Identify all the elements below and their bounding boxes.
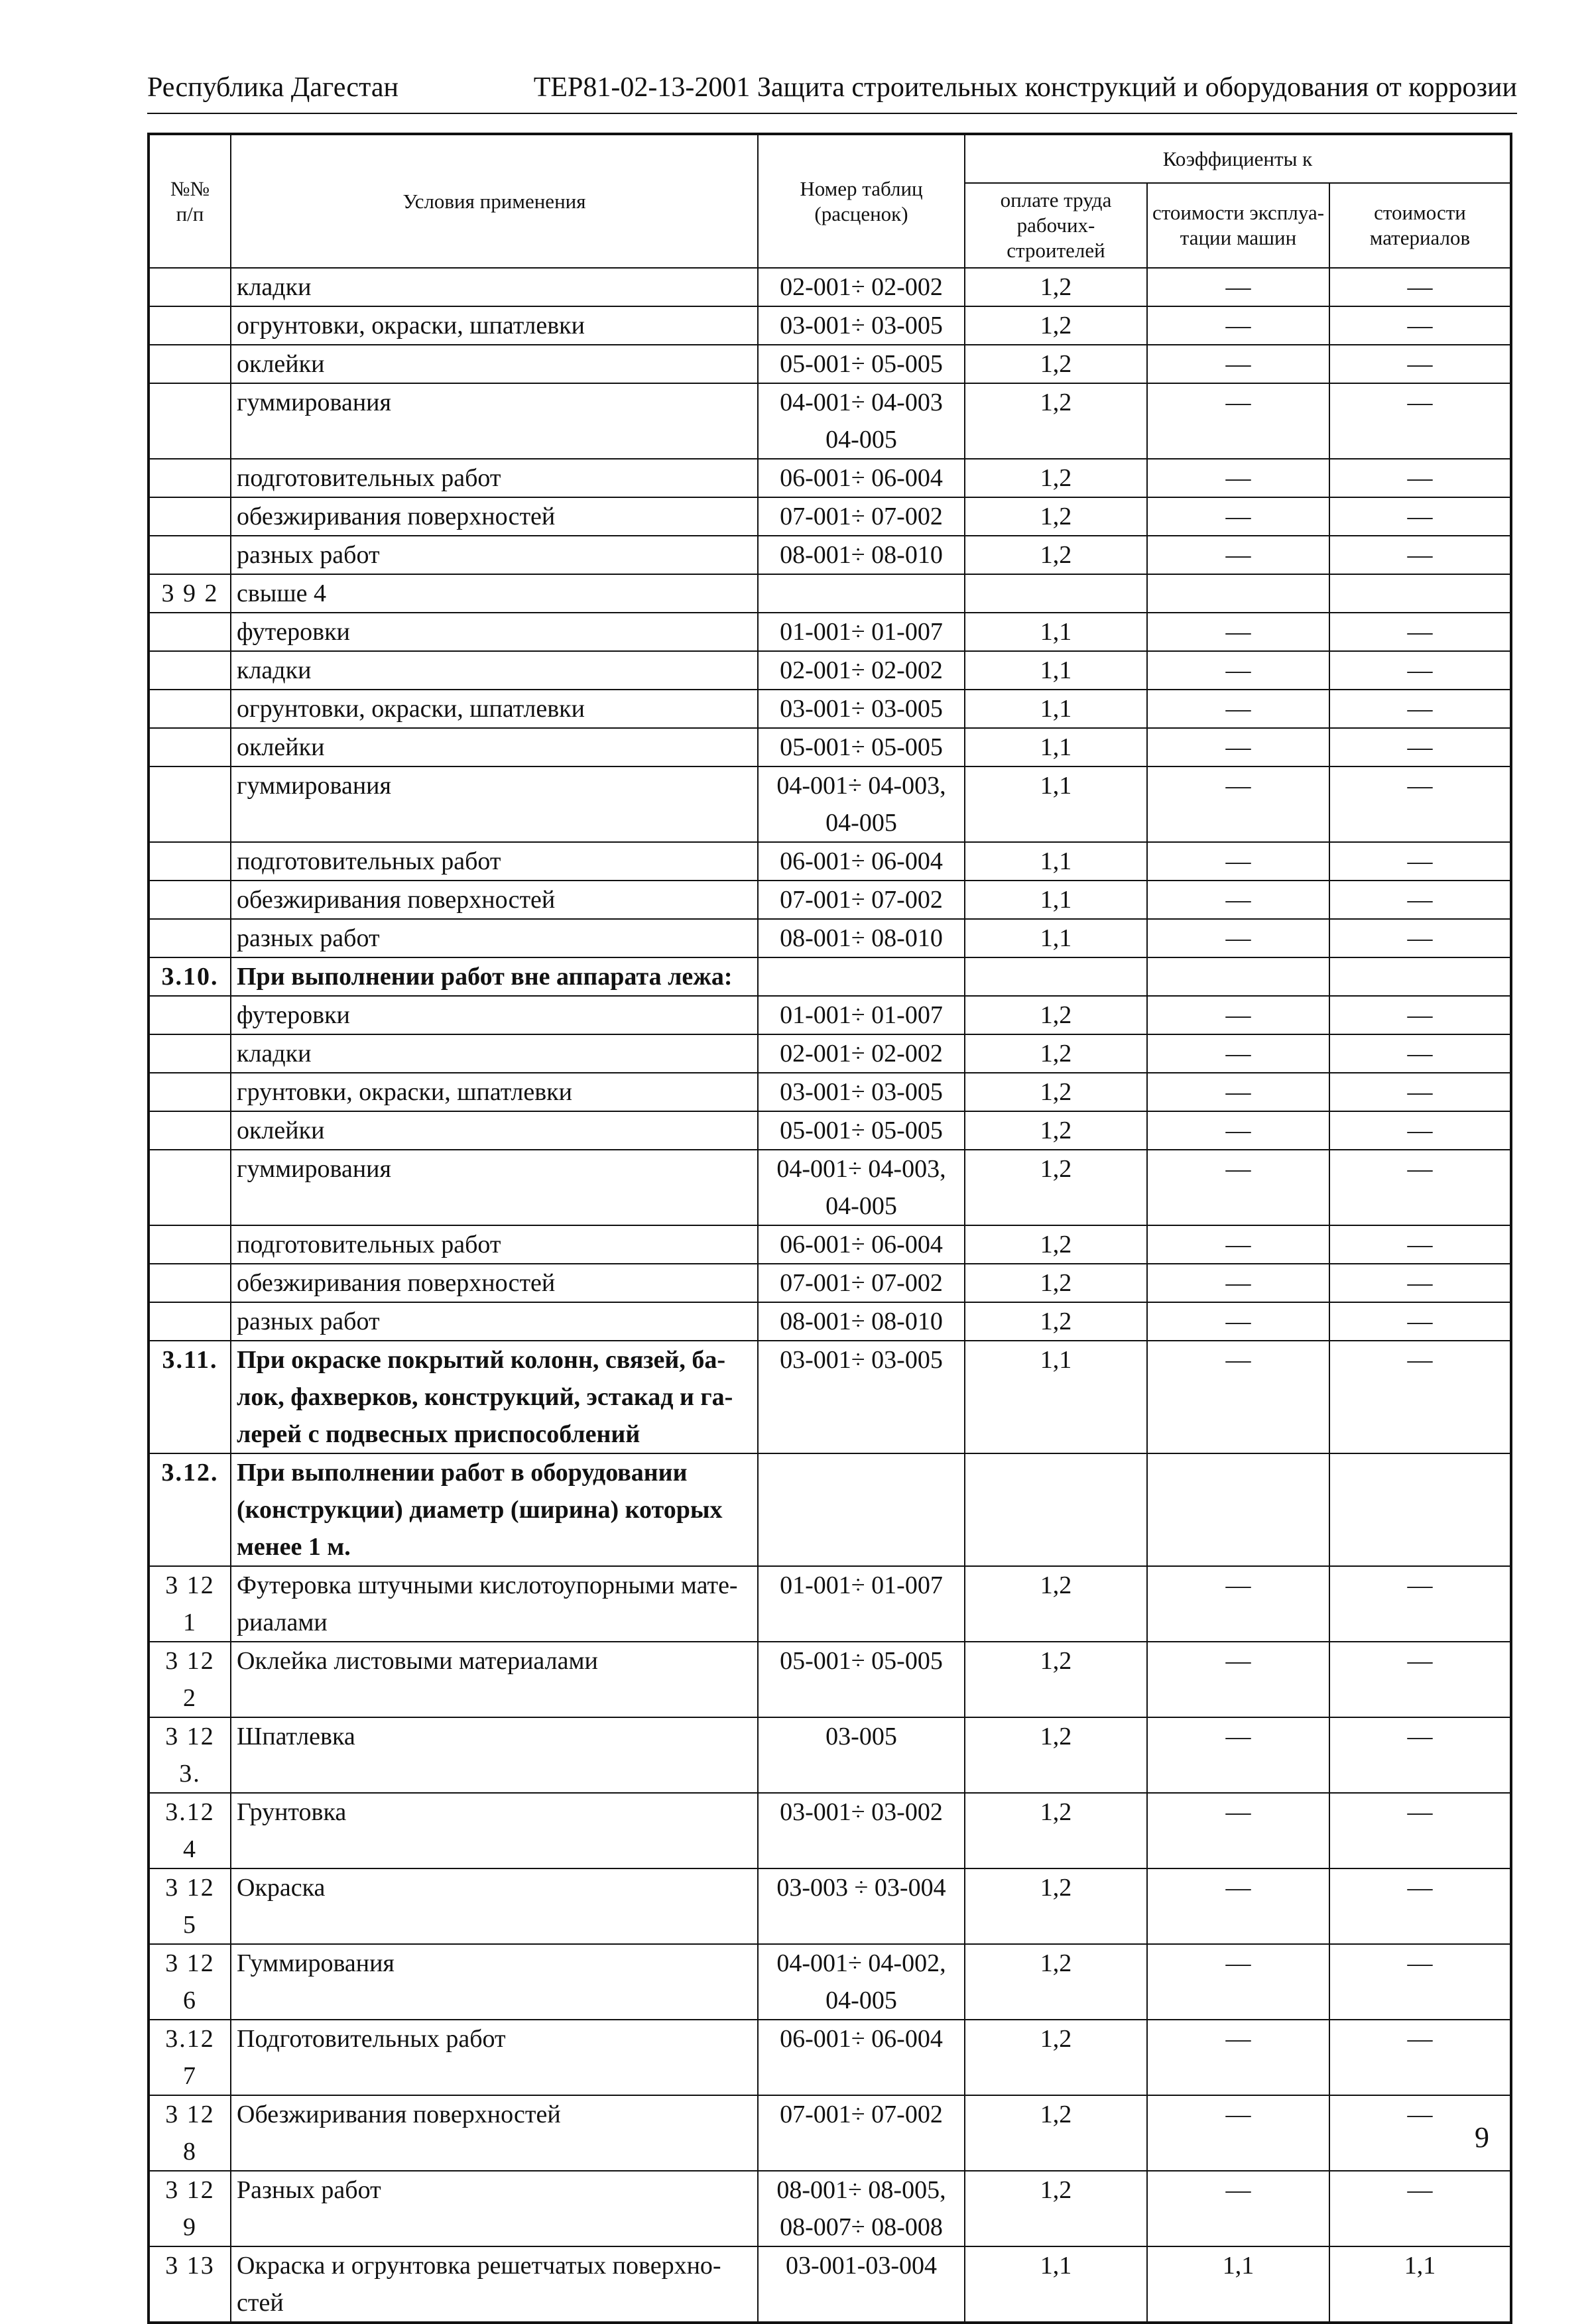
row-table-number: 08-001÷ 08-010 xyxy=(758,919,965,957)
row-coef-machines: — xyxy=(1147,1264,1329,1302)
row-coef-machines: — xyxy=(1147,1793,1329,1868)
row-table-number: 04-001÷ 04-003, 04-005 xyxy=(758,766,965,842)
row-coef-labor: 1,2 xyxy=(965,383,1147,459)
row-table-number: 01-001÷ 01-007 xyxy=(758,1566,965,1642)
row-coef-machines: — xyxy=(1147,1111,1329,1150)
row-table-number: 02-001÷ 02-002 xyxy=(758,1034,965,1073)
row-coef-machines: — xyxy=(1147,345,1329,383)
row-condition: Шпатлевка xyxy=(231,1717,758,1793)
row-condition: гуммирования xyxy=(231,383,758,459)
table-row xyxy=(149,1225,1511,1264)
row-table-number: 02-001÷ 02-002 xyxy=(758,651,965,690)
row-condition: подготовительных работ xyxy=(231,1225,758,1264)
page-number: 9 xyxy=(1475,2121,1489,2154)
row-coef-labor: 1,2 xyxy=(965,536,1147,574)
row-coef-labor: 1,1 xyxy=(965,2246,1147,2323)
row-coef-labor: 1,1 xyxy=(965,728,1147,766)
row-coef-labor: 1,1 xyxy=(965,651,1147,690)
row-condition: кладки xyxy=(231,651,758,690)
row-coef-materials: — xyxy=(1329,1642,1511,1717)
row-coef-machines: — xyxy=(1147,459,1329,497)
row-condition: разных работ xyxy=(231,536,758,574)
row-coef-materials: — xyxy=(1329,2020,1511,2095)
col-header-labor: оплате труда рабочих-строителей xyxy=(965,183,1147,268)
row-number xyxy=(149,383,231,459)
table-row xyxy=(149,1453,1511,1566)
row-table-number: 04-001÷ 04-002, 04-005 xyxy=(758,1944,965,2020)
row-coef-materials: — xyxy=(1329,2095,1511,2171)
row-condition: При окраске покрытий колонн, связей, ба- лок, фахверков, конструкций, эстакад и га- лерей с подвесных приспособлений xyxy=(231,1341,758,1453)
row-condition: оклейки xyxy=(231,1111,758,1150)
row-coef-materials: — xyxy=(1329,345,1511,383)
row-condition: огрунтовки, окраски, шпатлевки xyxy=(231,306,758,345)
table-row xyxy=(149,651,1511,690)
row-number xyxy=(149,842,231,881)
row-number xyxy=(149,497,231,536)
row-coef-machines: — xyxy=(1147,1944,1329,2020)
row-coef-labor: 1,1 xyxy=(965,613,1147,651)
row-coef-materials: — xyxy=(1329,1341,1511,1453)
table-row xyxy=(149,1034,1511,1073)
row-coef-labor: 1,2 xyxy=(965,497,1147,536)
row-coef-machines: — xyxy=(1147,613,1329,651)
table-row xyxy=(149,690,1511,728)
row-table-number: 01-001÷ 01-007 xyxy=(758,996,965,1034)
row-condition: Гуммирования xyxy=(231,1944,758,2020)
header-region: Республика Дагестан xyxy=(147,72,399,103)
table-row xyxy=(149,383,1511,459)
row-table-number: 05-001÷ 05-005 xyxy=(758,345,965,383)
row-coef-labor: 1,2 xyxy=(965,1717,1147,1793)
table-row xyxy=(149,1944,1511,2020)
row-condition: оклейки xyxy=(231,345,758,383)
row-table-number xyxy=(758,574,965,613)
row-coef-labor: 1,2 xyxy=(965,1225,1147,1264)
row-number: 3.12 4 xyxy=(149,1793,231,1868)
row-number: 3 12 1 xyxy=(149,1566,231,1642)
row-coef-materials: — xyxy=(1329,268,1511,306)
row-coef-labor: 1,2 xyxy=(965,1868,1147,1944)
row-condition: Окраска xyxy=(231,1868,758,1944)
row-condition: кладки xyxy=(231,1034,758,1073)
row-number xyxy=(149,996,231,1034)
row-table-number: 03-001÷ 03-005 xyxy=(758,306,965,345)
row-condition: подготовительных работ xyxy=(231,842,758,881)
row-table-number: 03-001÷ 03-005 xyxy=(758,690,965,728)
row-coef-materials xyxy=(1329,957,1511,996)
row-condition: Обезжиривания поверхностей xyxy=(231,2095,758,2171)
row-coef-labor: 1,2 xyxy=(965,2171,1147,2246)
row-number: 3 12 6 xyxy=(149,1944,231,2020)
row-coef-labor: 1,2 xyxy=(965,345,1147,383)
row-number: 3.10. xyxy=(149,957,231,996)
row-coef-labor: 1,2 xyxy=(965,1642,1147,1717)
table-row xyxy=(149,957,1511,996)
row-coef-labor xyxy=(965,1453,1147,1566)
table-row xyxy=(149,574,1511,613)
table-row xyxy=(149,1868,1511,1944)
row-coef-machines: — xyxy=(1147,1225,1329,1264)
row-number: 3.12. xyxy=(149,1453,231,1566)
col-header-coefficients: Коэффициенты к xyxy=(965,134,1511,183)
row-table-number: 04-001÷ 04-003 04-005 xyxy=(758,383,965,459)
row-number xyxy=(149,1073,231,1111)
table-row xyxy=(149,996,1511,1034)
row-number: 3 9 2 xyxy=(149,574,231,613)
table-body xyxy=(149,268,1511,2323)
row-coef-materials: — xyxy=(1329,690,1511,728)
row-table-number: 08-001÷ 08-005, 08-007÷ 08-008 xyxy=(758,2171,965,2246)
row-coef-machines: — xyxy=(1147,2095,1329,2171)
row-coef-materials xyxy=(1329,574,1511,613)
row-number: 3 12 9 xyxy=(149,2171,231,2246)
row-condition: кладки xyxy=(231,268,758,306)
row-coef-labor: 1,1 xyxy=(965,881,1147,919)
row-coef-labor: 1,2 xyxy=(965,996,1147,1034)
row-condition: огрунтовки, окраски, шпатлевки xyxy=(231,690,758,728)
row-coef-labor: 1,2 xyxy=(965,1034,1147,1073)
row-number xyxy=(149,1034,231,1073)
row-number: 3 12 2 xyxy=(149,1642,231,1717)
table-row xyxy=(149,613,1511,651)
row-coef-labor: 1,1 xyxy=(965,919,1147,957)
row-coef-labor: 1,2 xyxy=(965,1944,1147,2020)
row-table-number: 07-001÷ 07-002 xyxy=(758,2095,965,2171)
row-table-number: 06-001÷ 06-004 xyxy=(758,1225,965,1264)
row-coef-labor: 1,1 xyxy=(965,842,1147,881)
row-coef-machines: — xyxy=(1147,690,1329,728)
row-coef-machines: — xyxy=(1147,1717,1329,1793)
row-number: 3.12 7 xyxy=(149,2020,231,2095)
row-coef-materials: — xyxy=(1329,383,1511,459)
row-condition: При выполнении работ вне аппарата лежа: xyxy=(231,957,758,996)
coefficients-table xyxy=(147,133,1512,2324)
row-coef-labor: 1,2 xyxy=(965,1073,1147,1111)
row-number xyxy=(149,536,231,574)
row-number: 3 12 5 xyxy=(149,1868,231,1944)
row-number xyxy=(149,919,231,957)
row-coef-machines: — xyxy=(1147,1073,1329,1111)
row-table-number: 03-001÷ 03-005 xyxy=(758,1073,965,1111)
row-coef-materials: — xyxy=(1329,1225,1511,1264)
row-coef-machines: — xyxy=(1147,881,1329,919)
row-condition: гуммирования xyxy=(231,1150,758,1225)
row-coef-labor: 1,1 xyxy=(965,766,1147,842)
row-coef-labor: 1,2 xyxy=(965,268,1147,306)
row-table-number: 03-001÷ 03-005 xyxy=(758,1341,965,1453)
row-coef-machines: — xyxy=(1147,728,1329,766)
row-condition: обезжиривания поверхностей xyxy=(231,497,758,536)
row-condition: Подготовительных работ xyxy=(231,2020,758,2095)
row-table-number: 06-001÷ 06-004 xyxy=(758,842,965,881)
row-coef-machines: — xyxy=(1147,1034,1329,1073)
row-table-number: 08-001÷ 08-010 xyxy=(758,536,965,574)
row-coef-machines: — xyxy=(1147,766,1329,842)
row-table-number: 03-003 ÷ 03-004 xyxy=(758,1868,965,1944)
row-table-number: 06-001÷ 06-004 xyxy=(758,459,965,497)
table-row xyxy=(149,1341,1511,1453)
row-number xyxy=(149,613,231,651)
row-table-number: 06-001÷ 06-004 xyxy=(758,2020,965,2095)
row-table-number xyxy=(758,957,965,996)
row-coef-materials: — xyxy=(1329,1944,1511,2020)
row-coef-labor: 1,2 xyxy=(965,1111,1147,1150)
row-number: 3.11. xyxy=(149,1341,231,1453)
row-coef-machines: — xyxy=(1147,919,1329,957)
row-coef-machines: 1,1 xyxy=(1147,2246,1329,2323)
table-row xyxy=(149,1073,1511,1111)
row-coef-materials: — xyxy=(1329,1150,1511,1225)
row-number xyxy=(149,881,231,919)
col-header-machines: стоимости эксплуа- тации машин xyxy=(1147,183,1329,268)
row-coef-materials: — xyxy=(1329,996,1511,1034)
row-condition: оклейки xyxy=(231,728,758,766)
row-number: 3 13 xyxy=(149,2246,231,2323)
row-coef-labor: 1,1 xyxy=(965,1341,1147,1453)
row-coef-materials: — xyxy=(1329,459,1511,497)
row-number xyxy=(149,345,231,383)
page-header xyxy=(147,72,1517,114)
row-coef-machines: — xyxy=(1147,842,1329,881)
row-coef-labor: 1,2 xyxy=(965,459,1147,497)
row-table-number xyxy=(758,1453,965,1566)
row-condition: гуммирования xyxy=(231,766,758,842)
row-coef-materials: — xyxy=(1329,1566,1511,1642)
row-coef-machines: — xyxy=(1147,536,1329,574)
row-number xyxy=(149,459,231,497)
row-coef-materials: — xyxy=(1329,306,1511,345)
table-head xyxy=(149,134,1511,268)
row-table-number: 03-001÷ 03-002 xyxy=(758,1793,965,1868)
row-coef-labor: 1,1 xyxy=(965,690,1147,728)
row-coef-machines: — xyxy=(1147,268,1329,306)
row-number xyxy=(149,1150,231,1225)
row-coef-machines: — xyxy=(1147,2020,1329,2095)
col-header-table-number: Номер таблиц (расценок) xyxy=(758,134,965,268)
row-table-number: 04-001÷ 04-003, 04-005 xyxy=(758,1150,965,1225)
row-table-number: 03-001-03-004 xyxy=(758,2246,965,2323)
row-coef-materials: — xyxy=(1329,1868,1511,1944)
row-coef-machines: — xyxy=(1147,497,1329,536)
table-row xyxy=(149,1642,1511,1717)
row-coef-machines: — xyxy=(1147,1566,1329,1642)
row-number xyxy=(149,1225,231,1264)
row-number xyxy=(149,268,231,306)
row-number xyxy=(149,1111,231,1150)
row-condition: Грунтовка xyxy=(231,1793,758,1868)
table-row xyxy=(149,919,1511,957)
table-row xyxy=(149,536,1511,574)
row-number: 3 12 8 xyxy=(149,2095,231,2171)
row-coef-machines: — xyxy=(1147,1302,1329,1341)
row-number xyxy=(149,306,231,345)
table-row xyxy=(149,1302,1511,1341)
row-coef-materials: — xyxy=(1329,1717,1511,1793)
row-coef-labor: 1,2 xyxy=(965,1566,1147,1642)
table-row xyxy=(149,766,1511,842)
row-table-number: 08-001÷ 08-010 xyxy=(758,1302,965,1341)
row-coef-machines: — xyxy=(1147,383,1329,459)
table-row xyxy=(149,459,1511,497)
table-row xyxy=(149,2246,1511,2323)
row-coef-materials: — xyxy=(1329,1034,1511,1073)
row-condition: разных работ xyxy=(231,919,758,957)
row-coef-labor: 1,2 xyxy=(965,306,1147,345)
row-coef-machines: — xyxy=(1147,996,1329,1034)
row-coef-machines: — xyxy=(1147,1150,1329,1225)
row-condition: футеровки xyxy=(231,613,758,651)
row-table-number: 05-001÷ 05-005 xyxy=(758,1642,965,1717)
table-row xyxy=(149,842,1511,881)
row-table-number: 07-001÷ 07-002 xyxy=(758,497,965,536)
row-coef-machines: — xyxy=(1147,1642,1329,1717)
row-coef-labor: 1,2 xyxy=(965,2020,1147,2095)
row-coef-labor xyxy=(965,957,1147,996)
row-coef-materials: — xyxy=(1329,1302,1511,1341)
row-condition: Разных работ xyxy=(231,2171,758,2246)
row-condition: обезжиривания поверхностей xyxy=(231,881,758,919)
col-header-materials: стоимости материалов xyxy=(1329,183,1511,268)
table-row xyxy=(149,2095,1511,2171)
table-row xyxy=(149,497,1511,536)
header-document-title: ТЕР81-02-13-2001 Защита строительных конструкций и оборудования от коррозии xyxy=(533,72,1517,103)
row-table-number: 03-005 xyxy=(758,1717,965,1793)
row-condition: подготовительных работ xyxy=(231,459,758,497)
table-row xyxy=(149,1264,1511,1302)
row-coef-materials: — xyxy=(1329,919,1511,957)
row-number xyxy=(149,1264,231,1302)
row-coef-machines: — xyxy=(1147,306,1329,345)
row-coef-materials: — xyxy=(1329,1073,1511,1111)
table-row xyxy=(149,2020,1511,2095)
table-row xyxy=(149,1150,1511,1225)
row-coef-materials: — xyxy=(1329,651,1511,690)
row-coef-labor: 1,2 xyxy=(965,2095,1147,2171)
row-coef-materials: — xyxy=(1329,1264,1511,1302)
row-condition: обезжиривания поверхностей xyxy=(231,1264,758,1302)
table-row xyxy=(149,728,1511,766)
row-number xyxy=(149,766,231,842)
row-coef-materials: 1,1 xyxy=(1329,2246,1511,2323)
table-row xyxy=(149,345,1511,383)
row-coef-materials: — xyxy=(1329,766,1511,842)
row-condition: Оклейка листовыми материалами xyxy=(231,1642,758,1717)
table-row xyxy=(149,1793,1511,1868)
table-row xyxy=(149,1566,1511,1642)
row-coef-materials: — xyxy=(1329,842,1511,881)
table-row xyxy=(149,306,1511,345)
row-condition: свыше 4 xyxy=(231,574,758,613)
row-number: 3 12 3. xyxy=(149,1717,231,1793)
table-row xyxy=(149,1717,1511,1793)
table-row xyxy=(149,268,1511,306)
row-table-number: 07-001÷ 07-002 xyxy=(758,1264,965,1302)
row-coef-machines xyxy=(1147,957,1329,996)
row-coef-materials: — xyxy=(1329,1111,1511,1150)
row-condition: разных работ xyxy=(231,1302,758,1341)
row-coef-materials: — xyxy=(1329,881,1511,919)
row-coef-machines xyxy=(1147,574,1329,613)
row-condition: Окраска и огрунтовка решетчатых поверхно- стей xyxy=(231,2246,758,2323)
row-coef-labor: 1,2 xyxy=(965,1264,1147,1302)
row-coef-labor: 1,2 xyxy=(965,1150,1147,1225)
row-number xyxy=(149,690,231,728)
row-condition: При выполнении работ в оборудовании (конструкции) диаметр (ширина) которых менее 1 м. xyxy=(231,1453,758,1566)
row-number xyxy=(149,1302,231,1341)
row-condition: футеровки xyxy=(231,996,758,1034)
row-coef-machines: — xyxy=(1147,2171,1329,2246)
row-condition: грунтовки, окраски, шпатлевки xyxy=(231,1073,758,1111)
row-table-number: 07-001÷ 07-002 xyxy=(758,881,965,919)
row-coef-materials: — xyxy=(1329,1793,1511,1868)
row-coef-machines: — xyxy=(1147,651,1329,690)
table-row xyxy=(149,1111,1511,1150)
col-header-number: №№ п/п xyxy=(149,134,231,268)
row-coef-materials: — xyxy=(1329,536,1511,574)
row-table-number: 02-001÷ 02-002 xyxy=(758,268,965,306)
row-condition: Футеровка штучными кислотоупорными мате- риалами xyxy=(231,1566,758,1642)
table-row xyxy=(149,881,1511,919)
row-coef-labor: 1,2 xyxy=(965,1302,1147,1341)
row-coef-machines xyxy=(1147,1453,1329,1566)
row-coef-machines: — xyxy=(1147,1868,1329,1944)
row-coef-labor xyxy=(965,574,1147,613)
row-number xyxy=(149,651,231,690)
row-coef-machines: — xyxy=(1147,1341,1329,1453)
col-header-conditions: Условия применения xyxy=(231,134,758,268)
row-coef-labor: 1,2 xyxy=(965,1793,1147,1868)
row-coef-materials: — xyxy=(1329,497,1511,536)
row-table-number: 05-001÷ 05-005 xyxy=(758,1111,965,1150)
row-table-number: 01-001÷ 01-007 xyxy=(758,613,965,651)
row-table-number: 05-001÷ 05-005 xyxy=(758,728,965,766)
row-coef-materials xyxy=(1329,1453,1511,1566)
row-number xyxy=(149,728,231,766)
row-coef-materials: — xyxy=(1329,2171,1511,2246)
row-coef-materials: — xyxy=(1329,613,1511,651)
row-coef-materials: — xyxy=(1329,728,1511,766)
table-row xyxy=(149,2171,1511,2246)
